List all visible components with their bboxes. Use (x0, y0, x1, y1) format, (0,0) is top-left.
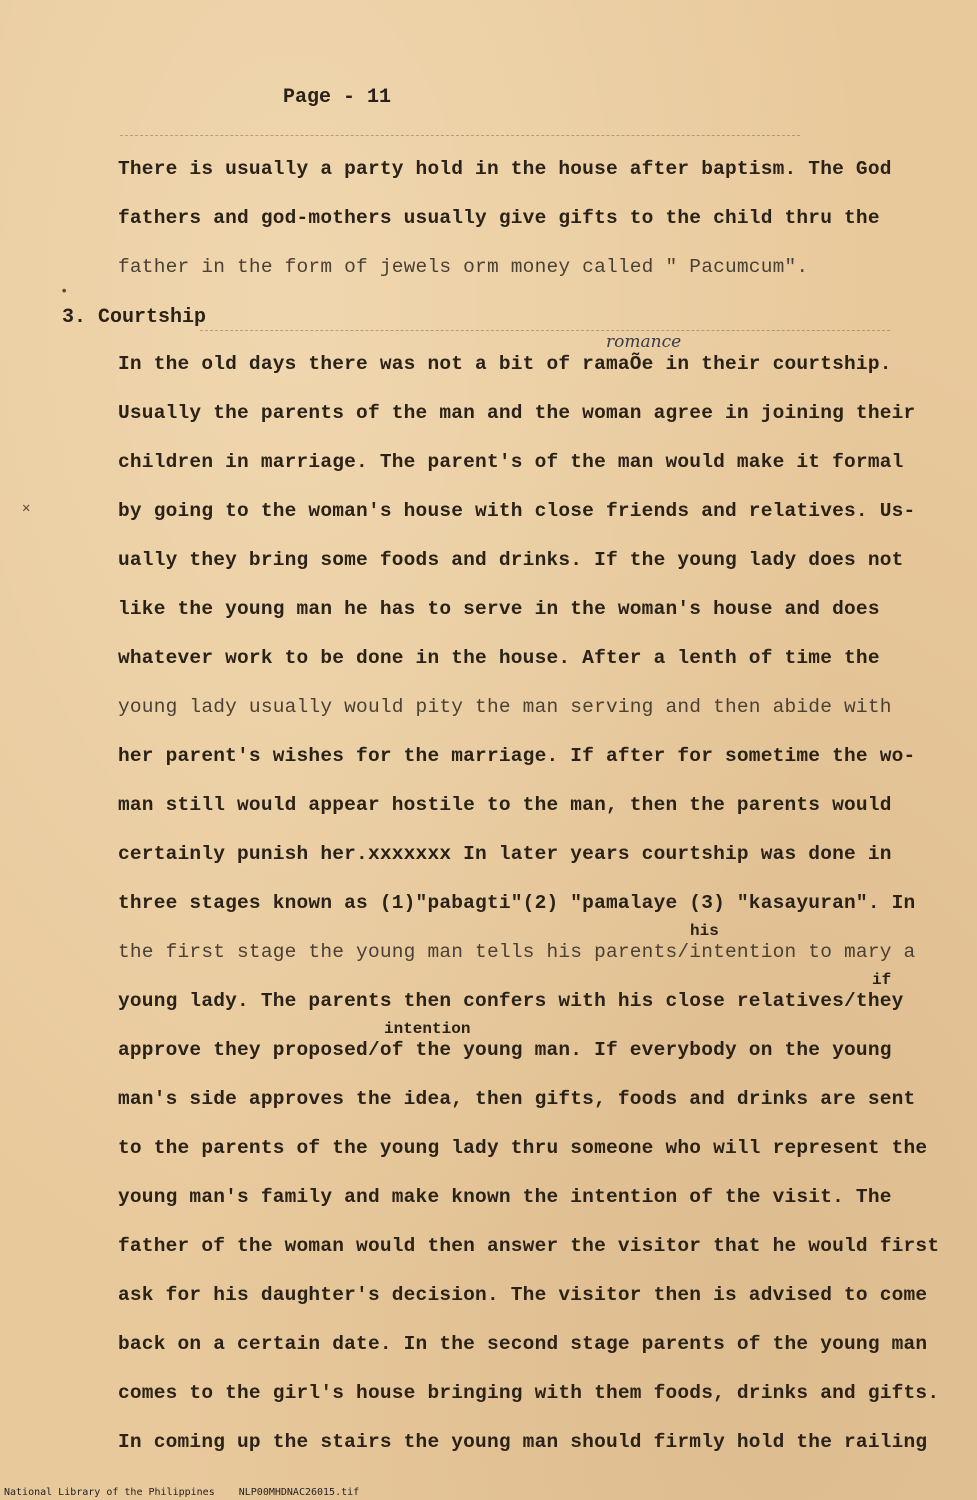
paragraph-2-line: father of the woman would then answer the visitor that he would first (118, 1235, 940, 1257)
paragraph-2-line: certainly punish her.xxxxxxx In later years courtship was done in (118, 843, 892, 865)
stray-mark: ✕ (22, 501, 31, 517)
interlinear-insertion-intention: intention (384, 1020, 471, 1038)
paragraph-2-line: young lady. The parents then confers with his close relatives/they (118, 990, 904, 1012)
scan-footer (4, 1487, 377, 1498)
paragraph-1-line: fathers and god-mothers usually give gifts to the child thru the (118, 207, 880, 229)
paragraph-1-line: There is usually a party hold in the house after baptism. The God (118, 158, 892, 180)
paragraph-1-line: father in the form of jewels orm money called " Pacumcum". (118, 256, 809, 278)
page-number: Page - 11 (283, 86, 392, 109)
paragraph-2-line: like the young man he has to serve in the woman's house and does (118, 598, 880, 620)
footer-file: NLP00MHDNAC26015.tif (238, 1487, 360, 1498)
paragraph-2-line: back on a certain date. In the second stage parents of the young man (118, 1333, 928, 1355)
paragraph-2-line: the first stage the young man tells his parents/intention to mary a (118, 941, 916, 963)
paragraph-2-line: ually they bring some foods and drinks. If the young lady does not (118, 549, 904, 571)
paragraph-2-line: by going to the woman's house with close friends and relatives. Us- (118, 500, 916, 522)
faint-rule (200, 330, 890, 331)
faint-rule (120, 135, 800, 136)
paragraph-2-line: comes to the girl's house bringing with them foods, drinks and gifts. (118, 1382, 940, 1404)
stray-mark: • (60, 284, 69, 300)
paragraph-2-line: whatever work to be done in the house. After a lenth of time the (118, 647, 880, 669)
paragraph-2-line: In the old days there was not a bit of ramaÕe in their courtship. (118, 353, 892, 375)
paragraph-2-line: In coming up the stairs the young man should firmly hold the railing (118, 1431, 928, 1453)
paragraph-2-line: children in marriage. The parent's of the man would make it formal (118, 451, 904, 473)
paragraph-2-line: young man's family and make known the intention of the visit. The (118, 1186, 892, 1208)
interlinear-insertion-his: his (690, 922, 719, 940)
paragraph-2-line: ask for his daughter's decision. The visitor then is advised to come (118, 1284, 928, 1306)
handwritten-correction: romance (606, 332, 682, 352)
paragraph-2-line: approve they proposed/of the young man. If everybody on the young (118, 1039, 892, 1061)
paragraph-2-line: man's side approves the idea, then gifts, foods and drinks are sent (118, 1088, 916, 1110)
interlinear-insertion-if: if (872, 971, 892, 989)
paragraph-2-line: three stages known as (1)"pabagti"(2) "pamalaye (3) "kasayuran". In (118, 892, 916, 914)
paragraph-2-line: her parent's wishes for the marriage. If after for sometime the wo- (118, 745, 916, 767)
footer-library: National Library of the Philippines (4, 1487, 215, 1498)
paragraph-2-line: to the parents of the young lady thru someone who will represent the (118, 1137, 928, 1159)
paragraph-2-line: man still would appear hostile to the man, then the parents would (118, 794, 892, 816)
section-heading: 3. Courtship (62, 306, 207, 329)
paragraph-2-line: young lady usually would pity the man serving and then abide with (118, 696, 892, 718)
paragraph-2-line: Usually the parents of the man and the woman agree in joining their (118, 402, 916, 424)
